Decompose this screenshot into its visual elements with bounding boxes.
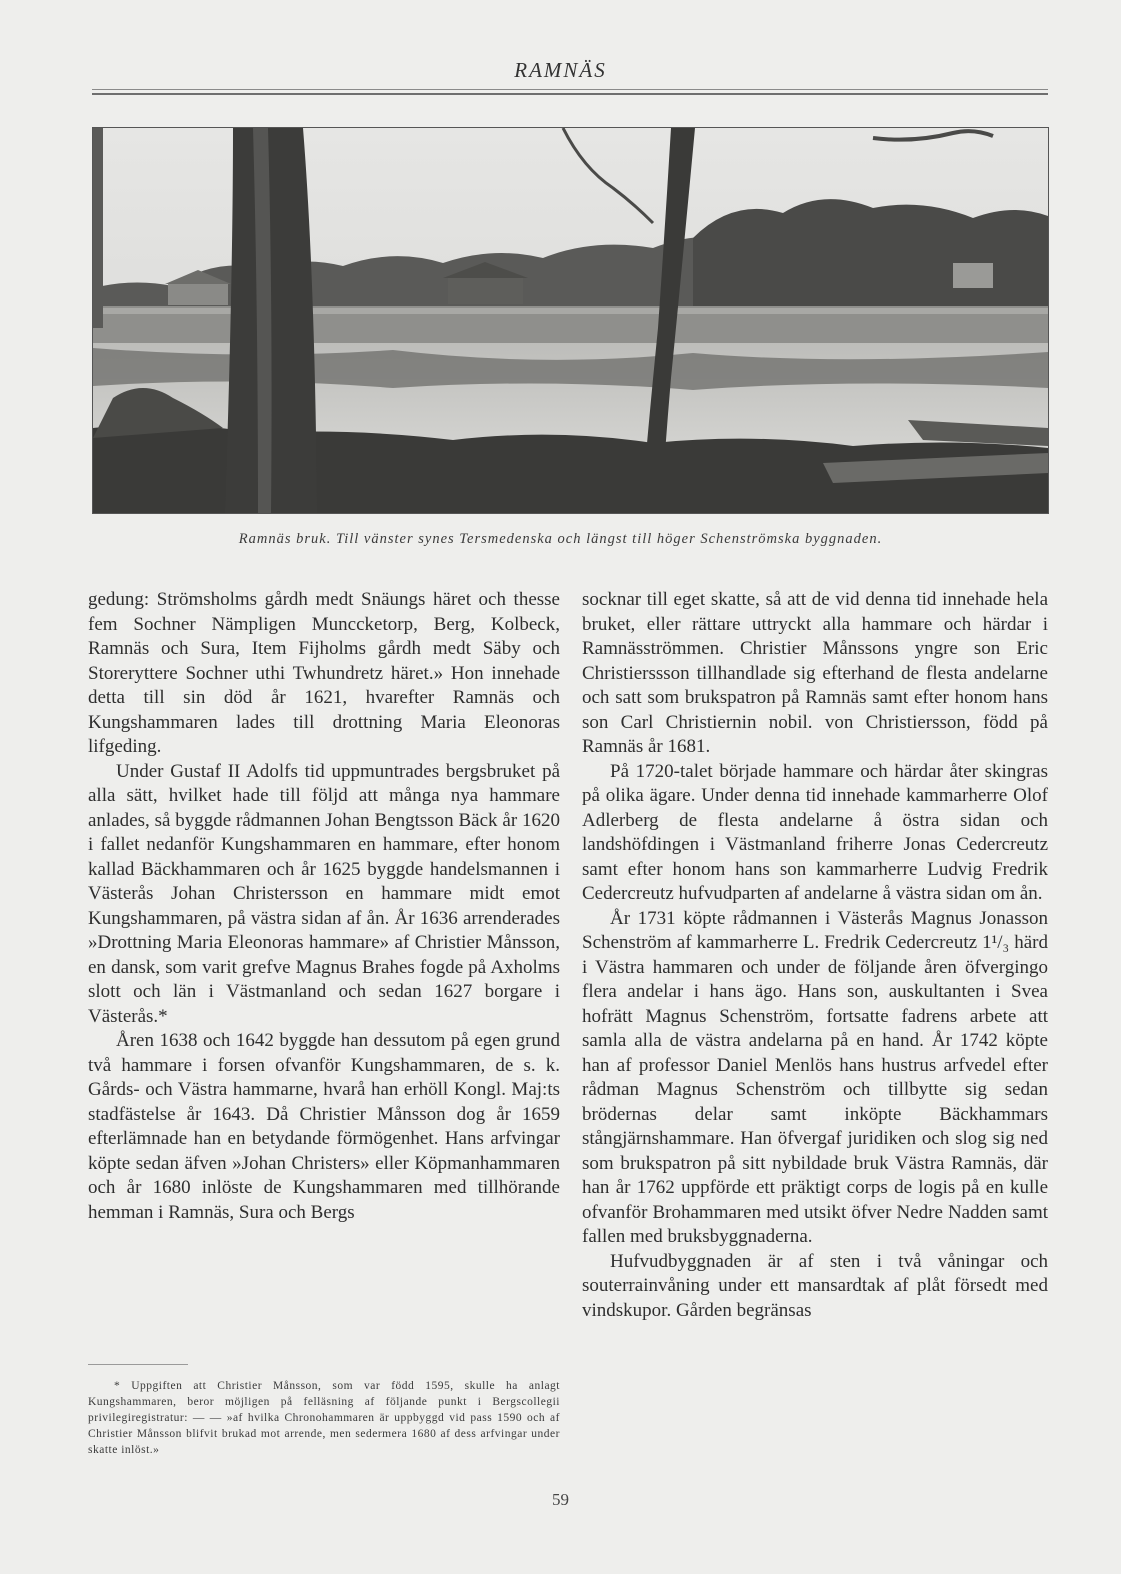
- right-paragraph: År 1731 köpte rådmannen i Västerås Magnus Jonasson Schenström af kammarherre L. Fredrik Cedercreutz 1¹/₃ härd i Västra hammaren och under de följande åren öfvergingo flera andelar i hans ägo. Hans son, auskultanten i Svea hofrätt Magnus Schenström, fortsatte fadrens arbete att samla alla de västra andelarna på en hand. År 1742 köpte han af professor Daniel Menlös hans hustrus arfvedel efter rådman Magnus Schenström och tillbytte sig sedan brödernas delar samt inköpte Bäckhammars stångjärnshammare. Han öfvergaf juridiken och slog sig ned som brukspatron på sitt nybildade bruk Västra Ramnäs, där han år 1762 uppförde ett präktigt corps de logis på en kulle ofvanför Brohammaren med utsikt öfver Nedre Nadden samt fallen med bruksbyggnaderna.: [582, 907, 1048, 1247]
- photo-illustration: [93, 128, 1048, 513]
- footnote-text: * Uppgiften att Christier Månsson, som var född 1595, skulle ha anlagt Kungshammaren, beror möjligen på felläsning af följande punkt i Bergscollegii privilegiregistratur: — — »af hvilka Chronohammaren är uppbyggd vid pass 1590 och af Christier Månsson blifvit brukad mot arrende, men sedermera 1680 af dess arfvingar under skatte inlöst.»: [88, 1380, 560, 1456]
- footnote: [88, 1378, 560, 1458]
- right-paragraph: socknar till eget skatte, så att de vid denna tid innehade hela bruket, eller rättare uttryckt alla hammare och härdar i Ramnäsströmmen. Christier Månssons yngre son Eric Christierssson tillhandlade sig efterhand de flesta andelarne och satt som brukspatron på Ramnäs samt efter honom hans son Carl Christiernin nobil. von Christiersson, född på Ramnäs år 1681.: [582, 589, 1048, 757]
- footnote-rule: [88, 1364, 188, 1365]
- right-paragraph: Hufvudbyggnaden är af sten i två våningar och souterrainvåning under ett mansardtak af plåt försedt med vindskupor. Gården begränsas: [582, 1250, 1048, 1321]
- header-rule-double: [92, 93, 1048, 95]
- page-number: 59: [552, 1490, 569, 1509]
- header-rule: [92, 89, 1048, 90]
- left-paragraph: Under Gustaf II Adolfs tid uppmuntrades bergsbruket på alla sätt, hvilket hade till följd att många nya hammare anlades, så byggde rådmannen Johan Bengtsson Bäck år 1620 i fallet nedanför Kungshammaren en hammare, efter honom kallad Bäckhammaren och år 1625 byggde handelsmannen i Västerås Johan Christersson en hammare midt emot Kungshammaren, på västra sidan af ån. År 1636 arrenderades »Drottning Maria Eleonoras hammare» af Christier Månsson, en dansk, som varit grefve Magnus Brahes fogde på Axholms slott och län i Västmanland och sedan 1627 borgare i Västerås.*: [88, 760, 560, 1027]
- photo-caption: Ramnäs bruk. Till vänster synes Tersmedenska och längst till höger Schenströmska byggnaden.: [238, 531, 883, 547]
- left-paragraph: Åren 1638 och 1642 byggde han dessutom på egen grund två hammare i forsen ofvanför Kungshammaren, de s. k. Gårds- och Västra hammarne, hvarå han erhöll Kongl. Maj:ts stadfästelse år 1643. Då Christier Månsson dog år 1659 efterlämnade han en betydande förmögenhet. Hans arfvingar köpte sedan äfven »Johan Christers» eller Köpmanhammaren och år 1680 inlöste de Kungshammaren med tillhörande hemman i Ramnäs, Sura och Bergs: [88, 1030, 560, 1223]
- left-paragraph: gedung: Strömsholms gårdh medt Snäungs häret och thesse fem Sochner Nämpligen Munccketorp, Berg, Kolbeck, Ramnäs och Sura, Item Fijholms gårdh medt Säby och Storeryttere Sochner uthi Twhundretz häret.» Hon innehade detta till sin död år 1621, hvarefter Ramnäs och Kungshammaren lades till drottning Maria Eleonoras lifgeding.: [88, 589, 560, 757]
- landscape-photo: [92, 127, 1049, 514]
- left-column: [88, 588, 560, 1225]
- right-column: [582, 588, 1048, 1323]
- right-paragraph: På 1720-talet började hammare och härdar åter skingras på olika ägare. Under denna tid innehade kammarherre Olof Adlerberg de flesta andelarne å östra sidan och landshöfdingen i Västmanland friherre Jonas Cedercreutz samt efter honom hans son kammarherre Ludvig Fredrik Cedercreutz hufvudparten af andelarne å västra sidan om ån.: [582, 760, 1048, 904]
- running-head: RAMNÄS: [514, 58, 607, 82]
